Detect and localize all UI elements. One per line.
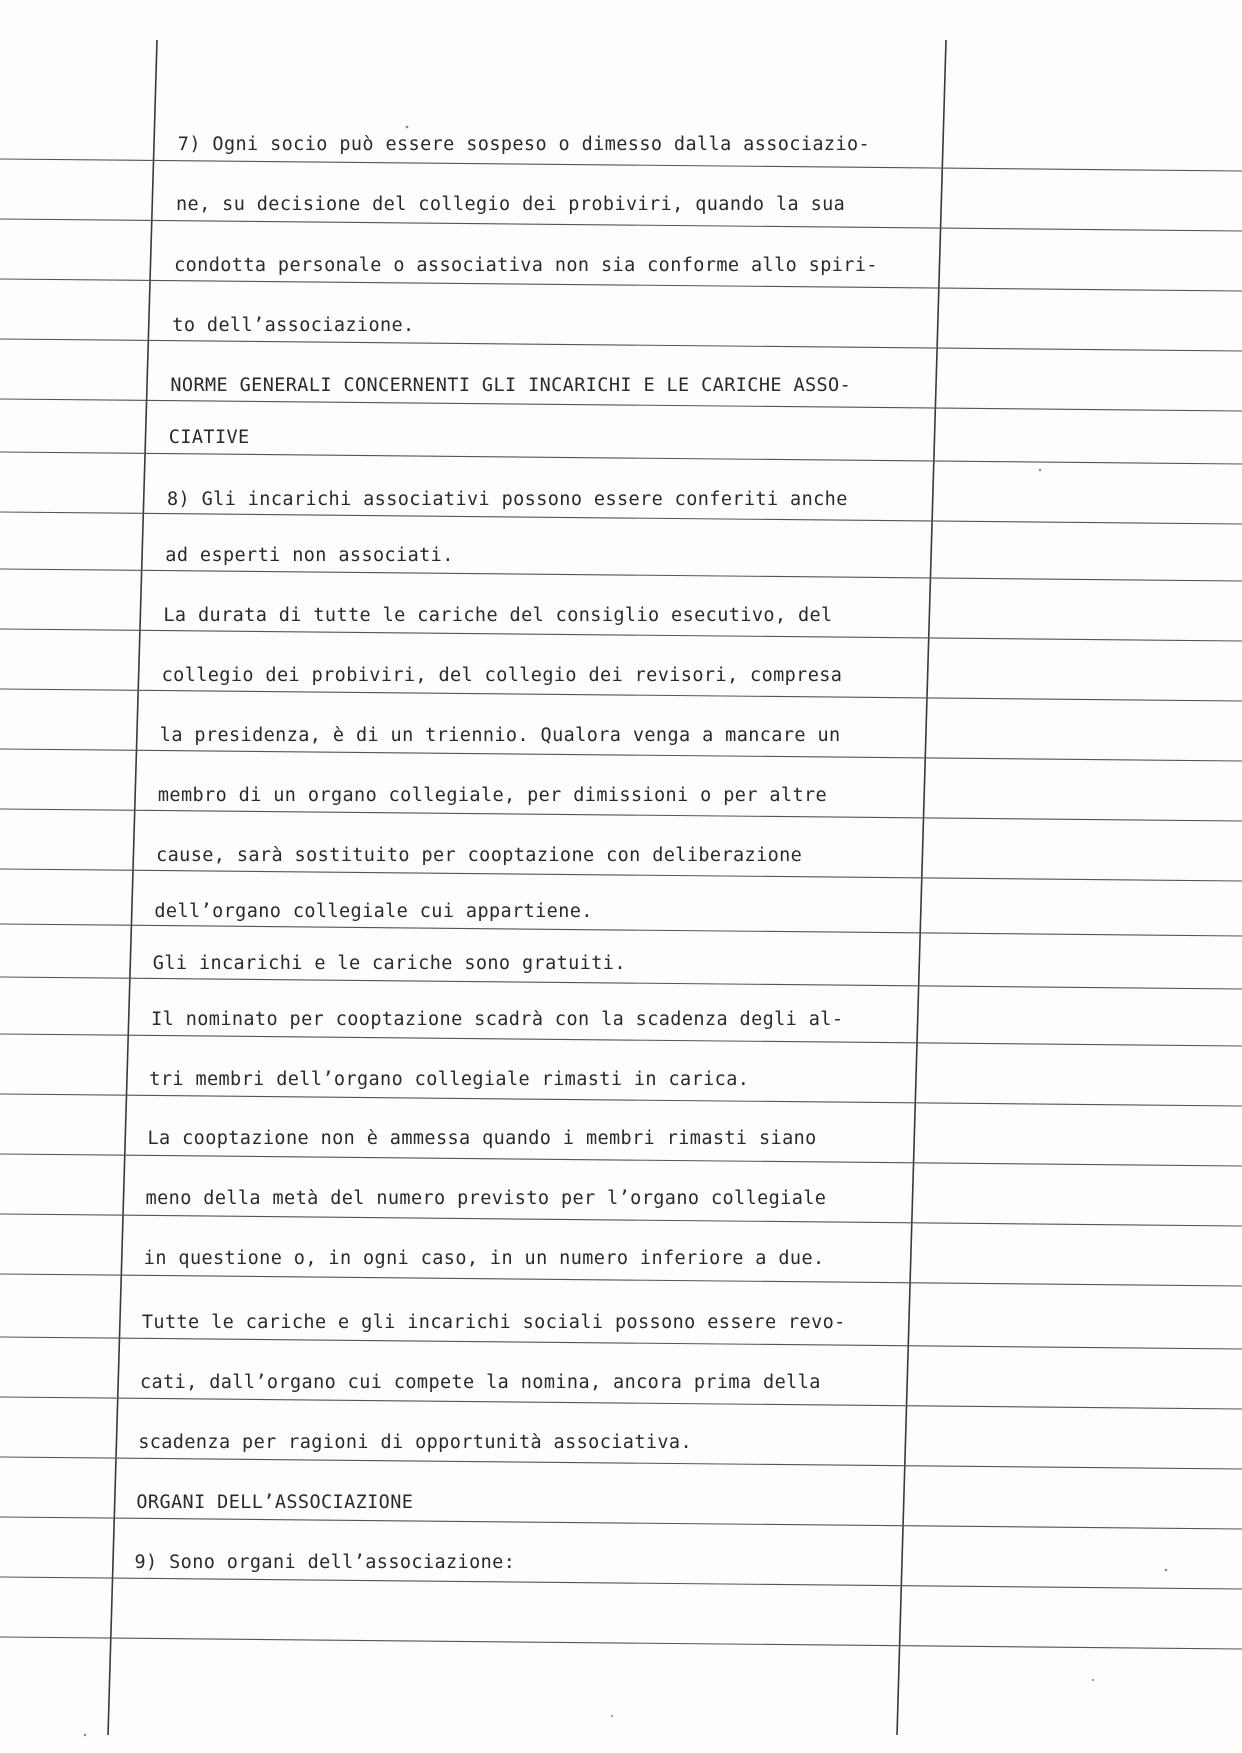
ruled-line: [0, 749, 1242, 761]
ruled-line: [0, 1034, 1242, 1046]
ruled-line: [0, 869, 1242, 881]
text-line: 8) Gli incarichi associativi possono essere conferiti anche: [167, 489, 848, 510]
ruled-line: [0, 399, 1242, 411]
text-line: cati, dall’organo cui compete la nomina, ancora prima della: [140, 1372, 821, 1393]
text-line: membro di un organo collegiale, per dimissioni o per altre: [157, 785, 828, 806]
text-line: 9) Sono organi dell’associazione:: [134, 1552, 516, 1573]
section-heading: NORME GENERALI CONCERNENTI GLI INCARICHI E LE CARICHE ASSO-: [170, 375, 852, 396]
ruled-line: [0, 977, 1242, 989]
ruled-line: [0, 1517, 1242, 1529]
section-heading: CIATIVE: [168, 427, 250, 448]
section-heading: ORGANI DELL’ASSOCIAZIONE: [136, 1492, 414, 1513]
text-line: scadenza per ragioni di opportunità associativa.: [138, 1432, 693, 1453]
ruled-line: [0, 1397, 1242, 1409]
text-line: Tutte le cariche e gli incarichi sociali possono essere revo-: [141, 1312, 846, 1333]
ruled-line: [0, 1274, 1242, 1286]
ruled-line: [0, 452, 1242, 464]
ruled-line: [0, 512, 1242, 524]
ruled-line: [0, 1457, 1242, 1469]
text-line: ad esperti non associati.: [165, 545, 454, 566]
left-margin-line: [108, 40, 157, 1735]
ruled-line: [0, 219, 1242, 231]
ruled-line: [0, 1094, 1242, 1106]
ruled-line: [0, 569, 1242, 581]
text-line: condotta personale o associativa non sia conforme allo spiri-: [174, 255, 878, 276]
text-line: 7) Ogni socio può essere sospeso o dimesso dalla associazio-: [177, 134, 871, 155]
ruled-line: [0, 629, 1242, 641]
ruled-line: [0, 279, 1242, 291]
text-line: to dell’associazione.: [172, 315, 415, 336]
ruled-line: [0, 1577, 1242, 1589]
ruled-line: [0, 1154, 1242, 1166]
text-line: ne, su decisione del collegio dei probiviri, quando la sua: [176, 194, 846, 215]
text-line: meno della metà del numero previsto per l’organo collegiale: [145, 1188, 827, 1209]
text-line: collegio dei probiviri, del collegio dei revisori, compresa: [161, 665, 843, 686]
right-margin-line: [897, 40, 946, 1735]
ruled-line: [0, 924, 1242, 936]
ruled-line: [0, 339, 1242, 351]
text-line: dell’organo collegiale cui appartiene.: [154, 901, 593, 922]
ruled-line: [0, 1337, 1242, 1349]
text-line: La durata di tutte le cariche del consiglio esecutivo, del: [163, 605, 833, 626]
text-line: la presidenza, è di un triennio. Qualora venga a mancare un: [159, 725, 841, 746]
text-line: Il nominato per cooptazione scadrà con la scadenza degli al-: [151, 1009, 844, 1030]
ruled-line: [0, 1637, 1242, 1649]
ruled-line: [0, 159, 1242, 171]
text-line: Gli incarichi e le cariche sono gratuiti.: [152, 953, 626, 974]
text-line: cause, sarà sostituito per cooptazione con deliberazione: [156, 845, 803, 866]
text-line: La cooptazione non è ammessa quando i membri rimasti siano: [147, 1128, 817, 1149]
ruled-line: [0, 689, 1242, 701]
text-line: tri membri dell’organo collegiale rimasti in carica.: [149, 1069, 750, 1090]
ruled-line: [0, 809, 1242, 821]
ruled-line: [0, 1214, 1242, 1226]
text-line: in questione o, in ogni caso, in un numero inferiore a due.: [143, 1248, 825, 1269]
margin-lines: [108, 40, 946, 1735]
